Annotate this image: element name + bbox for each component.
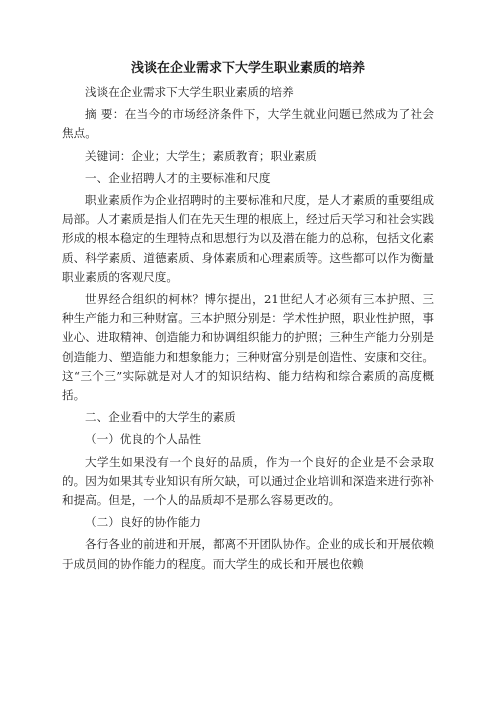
subsection-heading-2: （二）良好的协作能力 bbox=[85, 515, 201, 530]
paragraph-body: 大学生如果没有一个良好的品质，作为一个良好的企业是不会录取的。因为如果其专业知识有所欠缺，可以通过企业培训和深造来进行弥补和提高。但是，一个人的品质却不是那么容易更改的。 bbox=[62, 454, 434, 508]
paragraph-body: 各行各业的前进和开展，都离不开团队协作。企业的成长和开展依赖于成员间的协作能力的程度。而大学生的成长和开展也依赖 bbox=[62, 537, 434, 571]
paragraph-abstract: 摘 要：在当今的市场经济条件下，大学生就业问题已然成为了社会焦点。 bbox=[62, 107, 434, 141]
document-title: 浅谈在企业需求下大学生职业素质的培养 bbox=[130, 61, 365, 76]
paragraph-body: 世界经合组织的柯林？博尔提出，21世纪人才必须有三本护照、三种生产能力和三种财富。三本护照分别是：学术性护照，职业性护照，事业心、进取精神、创造能力和协调组织能力的护照；三种生产能力分别是创造能力、塑造能力和想象能力；三种财富分别是创造性、安康和交往。这“三个三”实际就是对人才的知识结构、能力结构和综合素质的高度概括。 bbox=[62, 292, 434, 403]
paragraph-subtitle: 浅谈在企业需求下大学生职业素质的培养 bbox=[85, 85, 294, 99]
section-heading-1: 一、企业招聘人才的主要标准和尺度 bbox=[85, 170, 271, 185]
document-page bbox=[62, 60, 434, 577]
subsection-heading-1: （一）优良的个人品性 bbox=[85, 432, 201, 447]
paragraph-keywords: 关键词：企业；大学生；素质教育；职业素质 bbox=[85, 148, 317, 163]
section-heading-2: 二、企业看中的大学生的素质 bbox=[85, 410, 236, 425]
paragraph-body: 职业素质作为企业招聘时的主要标准和尺度，是人才素质的重要组成局部。人才素质是指人们在先天生理的根底上，经过后天学习和社会实践形成的根本稳定的生理特点和思想行为以及潜在能力的总称，包括文化素质、科学素质、道德素质、身体素质和心理素质等。这些都可以作为衡量职业素质的客观尺度。 bbox=[62, 193, 434, 284]
